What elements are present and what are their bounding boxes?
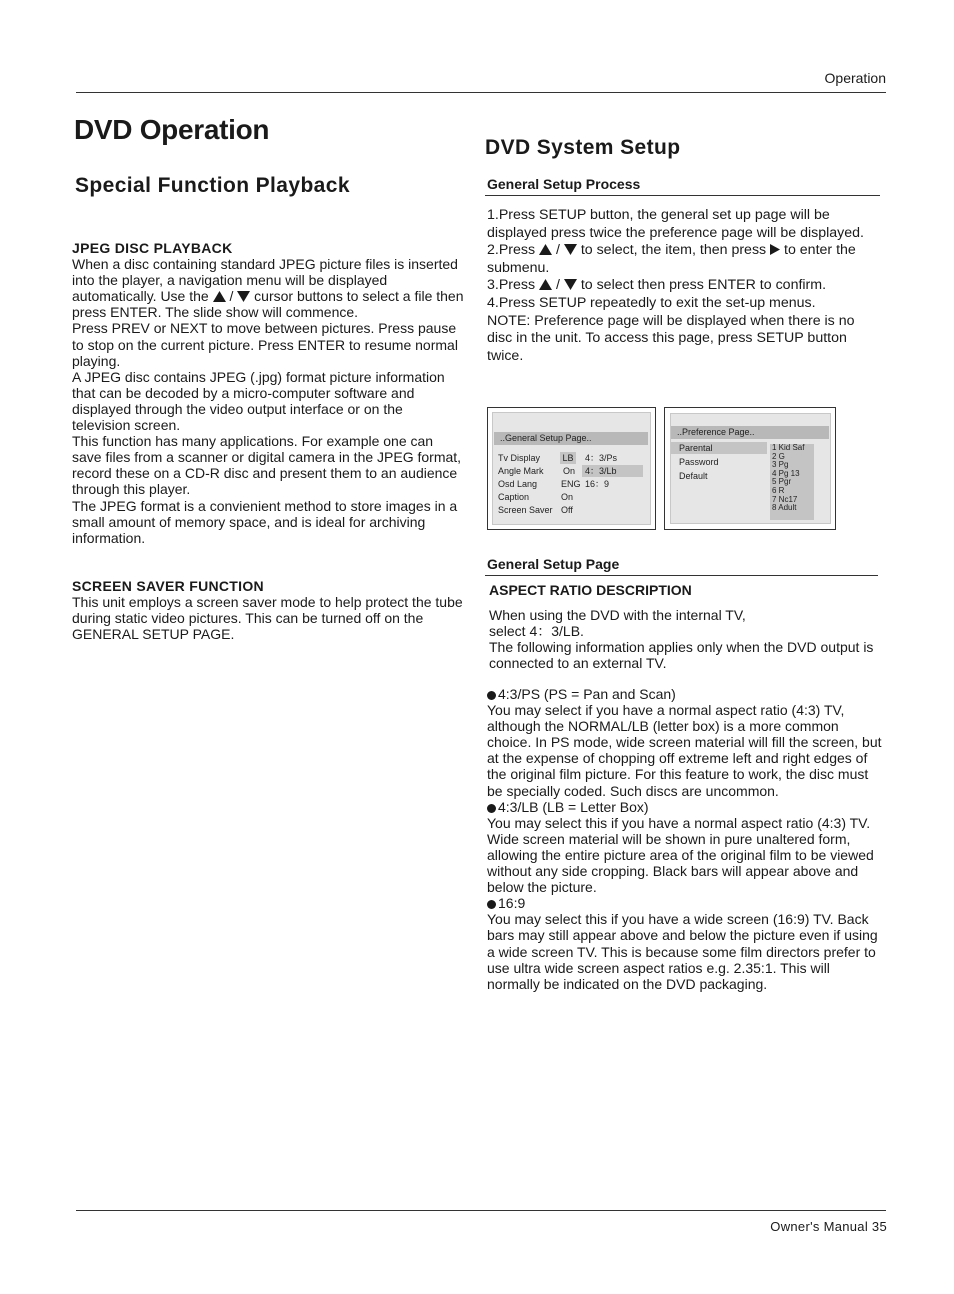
aspect-intro-3: The following information applies only when the DVD output is connected to an external TV. — [489, 639, 874, 672]
triangle-down-icon — [564, 244, 577, 255]
menu-item-parental: Parental — [671, 442, 767, 454]
rating-item: 8 Adult — [772, 503, 797, 513]
menu-value-angle-mark: On — [563, 466, 576, 476]
parental-rating-list — [770, 444, 814, 520]
menu-value-tv-display: LB — [560, 452, 576, 464]
rating-item: 4 Pg 13 — [772, 468, 800, 478]
option-ps-title — [487, 686, 883, 702]
triangle-down-icon — [237, 291, 250, 302]
step3-a: 3.Press — [487, 277, 540, 294]
rating-item: 2 G — [772, 451, 785, 461]
right-section-heading: DVD System Setup — [485, 136, 681, 159]
process-rule — [485, 195, 880, 196]
menu-item-tv-display — [498, 452, 540, 464]
jpeg-p1-c: cursor buttons to select a file then press ENTER. The slide show will commence. — [72, 288, 464, 321]
menu-item-password: Password — [679, 457, 719, 467]
menu-item-caption: Caption — [498, 492, 530, 502]
rating-item: 1 Kid Saf — [772, 443, 805, 452]
option-ps-title-text: 4:3/PS (PS = Pan and Scan) — [498, 686, 676, 702]
screen-saver-paragraph: This unit employs a screen saver mode to help protect the tube during static video pictures. This can be turned off on the GENERAL SETUP PAGE. — [72, 594, 463, 643]
setup-note: NOTE: Preference page will be displayed when there is no disc in the unit. To access this page, press SETUP button twice. — [487, 312, 855, 364]
preference-screen — [664, 407, 836, 530]
submenu-option-ps: 4：3/Ps — [585, 453, 618, 463]
triangle-down-icon — [564, 279, 577, 290]
triangle-up-icon — [213, 291, 226, 302]
option-lb-title-text: 4:3/LB (LB = Letter Box) — [498, 798, 649, 815]
rating-item: 7 Nc17 — [772, 494, 798, 504]
jpeg-paragraph-2: Press PREV or NEXT to move between pictures. Press pause to stop on the current picture. Press ENTER to resume normal playing. — [72, 320, 458, 369]
general-setup-screen-title: ..General Setup Page.. — [494, 432, 648, 445]
menu-item-angle-mark: Angle Mark — [498, 466, 544, 476]
menu-value-caption: On — [561, 492, 574, 502]
step2-a: 2.Press — [487, 242, 540, 259]
aspect-ratio-title: ASPECT RATIO DESCRIPTION — [489, 582, 692, 598]
preference-screen-title: ..Preference Page.. — [671, 426, 829, 439]
left-section-heading: Special Function Playback — [75, 174, 350, 197]
triangle-up-icon — [539, 279, 552, 290]
rating-item: 3 Pg — [772, 460, 789, 470]
jpeg-title: JPEG DISC PLAYBACK — [72, 240, 233, 256]
triangle-up-icon — [539, 244, 552, 255]
step-1: 1.Press SETUP button, the general set up page will be displayed press twice the preference page will be displayed. — [487, 207, 864, 241]
option-lb-body: You may select this if you have a normal aspect ratio (4:3) TV. Wide screen material will be shown in pure unaltered form, allowing the entire picture area of the original film to be viewed without any side cropping. Black bars will appear above and below the picture. — [487, 814, 874, 896]
submenu-option-169: 16：9 — [585, 479, 610, 489]
jpeg-paragraph-5: The JPEG format is a convienient method to store images in a small amount of memory space, and is ideal for archiving information. — [72, 497, 458, 546]
jpeg-p1-b: / — [225, 288, 238, 305]
screen-saver-title: SCREEN SAVER FUNCTION — [72, 578, 264, 594]
aspect-options — [487, 686, 883, 992]
step3-b: / — [552, 277, 564, 294]
menu-label: Tv Display — [498, 453, 541, 463]
menu-item-screen-saver: Screen Saver — [498, 505, 553, 515]
jpeg-paragraph-4: This function has many applications. For example one can save files from a scanner or digital camera in the JPEG format, record these on a CD-R disc and present them to an audience through this player. — [72, 433, 462, 498]
screen-saver-section — [72, 578, 464, 642]
menu-item-default: Default — [679, 471, 708, 481]
option-wide-body: You may select this if you have a wide screen (16:9) TV. Back bars may still appear above and below the picture even if using a wide screen TV. This is because some film directors prefer to use ultra wide screen aspect ratios e.g. 2.35:1. This will normally be indicated on the DVD packaging. — [487, 911, 878, 992]
menu-item-osd-lang: Osd Lang — [498, 479, 538, 489]
step-4: 4.Press SETUP repeatedly to exit the set-up menus. — [487, 294, 816, 311]
bullet-icon — [487, 804, 496, 813]
step-3 — [487, 277, 883, 295]
step3-c: to select then press ENTER to confirm. — [576, 277, 827, 294]
jpeg-section — [72, 240, 464, 546]
jpeg-paragraph-1 — [72, 256, 464, 320]
general-setup-process-label: General Setup Process — [487, 176, 641, 192]
general-setup-page-label: General Setup Page — [487, 556, 620, 572]
option-ps-body: You may select if you have a normal aspect ratio (4:3) TV, although the NORMAL/LB (letter box) is a more common choice. In PS mode, wide screen material will fill the screen, but at the expense of chopping off extreme left and right edges of the original film picture. For this feature to work, the disc must be specially coded. Such discs are uncommon. — [487, 702, 882, 799]
triangle-right-icon — [770, 244, 780, 255]
menu-value-screen-saver: Off — [561, 505, 573, 515]
step2-b: / — [552, 242, 564, 259]
option-lb-title — [487, 799, 883, 815]
bullet-icon — [487, 691, 496, 700]
jpeg-p1-a: When a disc containing standard JPEG picture files is inserted into the player, a navigation menu will be displayed automatically. Use the — [72, 256, 458, 305]
menu-value-osd-lang: ENG — [561, 479, 581, 489]
step2-d: to enter the submenu. — [487, 242, 856, 276]
header-section-label: Operation — [824, 70, 886, 86]
jpeg-paragraph-3: A JPEG disc contains JPEG (.jpg) format picture information that can be decoded by a micro-computer software and displayed through the video output interface or on the television screen. — [72, 368, 445, 434]
rating-item: 6 R — [772, 485, 785, 495]
setup-steps — [487, 207, 883, 365]
page-rule — [485, 575, 878, 576]
step-2 — [487, 242, 883, 277]
submenu-option-lb: 4：3/Lb — [582, 465, 643, 477]
rating-item: 5 Pgr — [772, 477, 792, 487]
step2-c: to select, the item, then press — [576, 242, 771, 259]
option-wide-title-text: 16:9 — [498, 895, 526, 912]
bullet-icon — [487, 900, 496, 909]
general-setup-screen — [487, 407, 656, 530]
bottom-rule — [76, 1210, 886, 1211]
top-rule — [76, 92, 886, 93]
aspect-intro-1: When using the DVD with the internal TV, — [489, 607, 746, 623]
footer-page-number: Owner's Manual 35 — [770, 1219, 887, 1234]
aspect-intro — [489, 607, 879, 671]
page-title: DVD Operation — [74, 114, 270, 145]
aspect-intro-2: select 4：3/LB. — [489, 623, 584, 640]
option-wide-title — [487, 895, 883, 911]
